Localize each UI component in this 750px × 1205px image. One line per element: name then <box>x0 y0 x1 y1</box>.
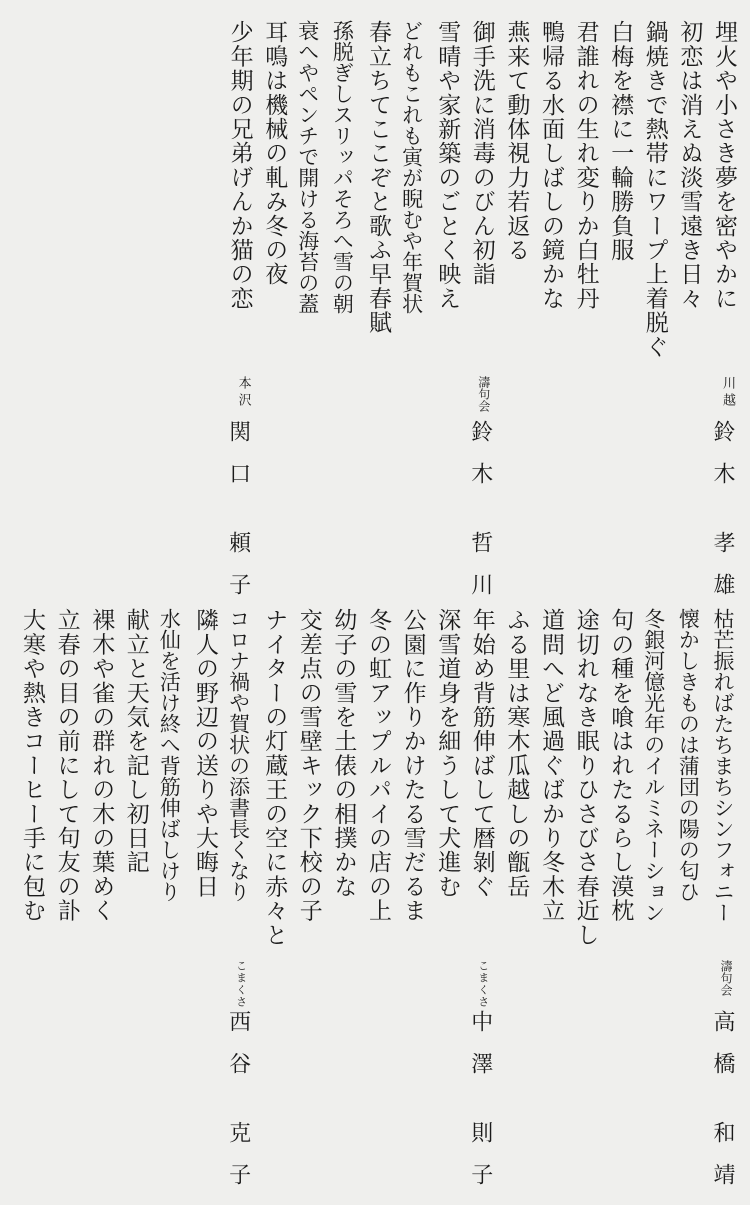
haiku-line: 裸木や雀の群れの木の葉めく <box>88 608 115 923</box>
haiku-line: 鴨帰る水面しばしの鏡かな <box>538 20 564 311</box>
haiku-line: ナイターの灯蔵王の空に赤々と <box>261 608 288 947</box>
haiku-line: 埋火や小さき夢を密やかに <box>711 20 737 311</box>
author-group: こまくさ <box>234 960 248 1008</box>
author-group: 濤句会 <box>719 960 733 996</box>
author-place: 川越 <box>720 376 735 410</box>
haiku-line: コロナ禍や賀状の添書長くなり <box>226 608 251 902</box>
haiku-line: 春立ちてここぞと歌ふ早春賦 <box>365 20 391 335</box>
haiku-line: 燕来て動体視力若返る <box>503 20 530 262</box>
haiku-line: 大寒や熱きコーヒー手に包む <box>19 608 45 923</box>
haiku-line: 鍋焼きで熱帯にワープ上着脱ぐ <box>641 20 668 359</box>
haiku-line: 公園に作りかけたる雪だるま <box>399 608 426 923</box>
author-group: こまくさ <box>476 960 490 1008</box>
haiku-line: 耳鳴は機械の軋み冬の夜 <box>261 20 288 287</box>
haiku-line: 隣人の野辺の送りや大晦日 <box>192 608 218 899</box>
haiku-line: 途切れなき眠りひさびさ春近し <box>572 608 599 947</box>
haiku-line: 懐かしきものは蒲団の陽の匂ひ <box>676 608 701 902</box>
haiku-line: 孫脱ぎしスリッパそろへ雪の朝 <box>330 20 355 314</box>
author-group: 濤句会 <box>476 376 491 412</box>
haiku-line: 少年期の兄弟げんか猫の恋 <box>226 20 253 311</box>
author-name: 中澤 則子 <box>467 1010 493 1205</box>
haiku-line: 衰へやペンチで開ける海苔の蓋 <box>295 20 320 314</box>
author-place: 本沢 <box>235 376 251 410</box>
haiku-line: 雪晴や家新築のごとく映え <box>434 20 461 311</box>
author-name: 鈴木 孝雄 <box>710 420 735 615</box>
author-name: 鈴木 哲川 <box>467 420 493 615</box>
haiku-line: 水仙を活け終へ背筋伸ばしけり <box>157 608 182 902</box>
haiku-line: 初恋は消えぬ淡雪遠き日々 <box>676 20 703 311</box>
haiku-line: どれもこれも寅が睨むや年賀状 <box>399 20 424 314</box>
haiku-line: 君誰れの生れ変りか白牡丹 <box>572 20 599 311</box>
haiku-line: 年始め背筋伸ばして暦剝ぐ <box>468 608 495 899</box>
author-name: 西谷 克子 <box>225 1010 251 1205</box>
author-name: 高橋 和靖 <box>710 1010 735 1205</box>
haiku-line: 交差点の雪壁キック下校の子 <box>295 608 322 923</box>
haiku-line: 冬銀河億光年のイルミネーション <box>641 608 666 923</box>
haiku-line: 句の種を喰はれたるらし漠枕 <box>607 608 634 923</box>
haiku-line: 道問へど風過ぐばかり冬木立 <box>538 608 564 923</box>
haiku-line: 立春の目の前にして句友の訃 <box>53 608 80 923</box>
author-name: 関口 頼子 <box>225 420 251 615</box>
haiku-line: 献立と天気を記し初日記 <box>122 608 149 875</box>
haiku-line: 冬の虹アップルパイの店の上 <box>365 608 391 923</box>
haiku-line: 深雪道身を細うして犬進む <box>434 608 461 899</box>
haiku-line: 枯芒振ればたちまちシンフォニー <box>711 608 735 923</box>
haiku-line: 白梅を襟に一輪勝負服 <box>607 20 634 262</box>
haiku-line: 幼子の雪を土俵の相撲かな <box>330 608 357 899</box>
haiku-line: ふる里は寒木瓜越しの甑岳 <box>503 608 530 899</box>
haiku-line: 御手洗に消毒のびん初詣 <box>468 20 495 287</box>
